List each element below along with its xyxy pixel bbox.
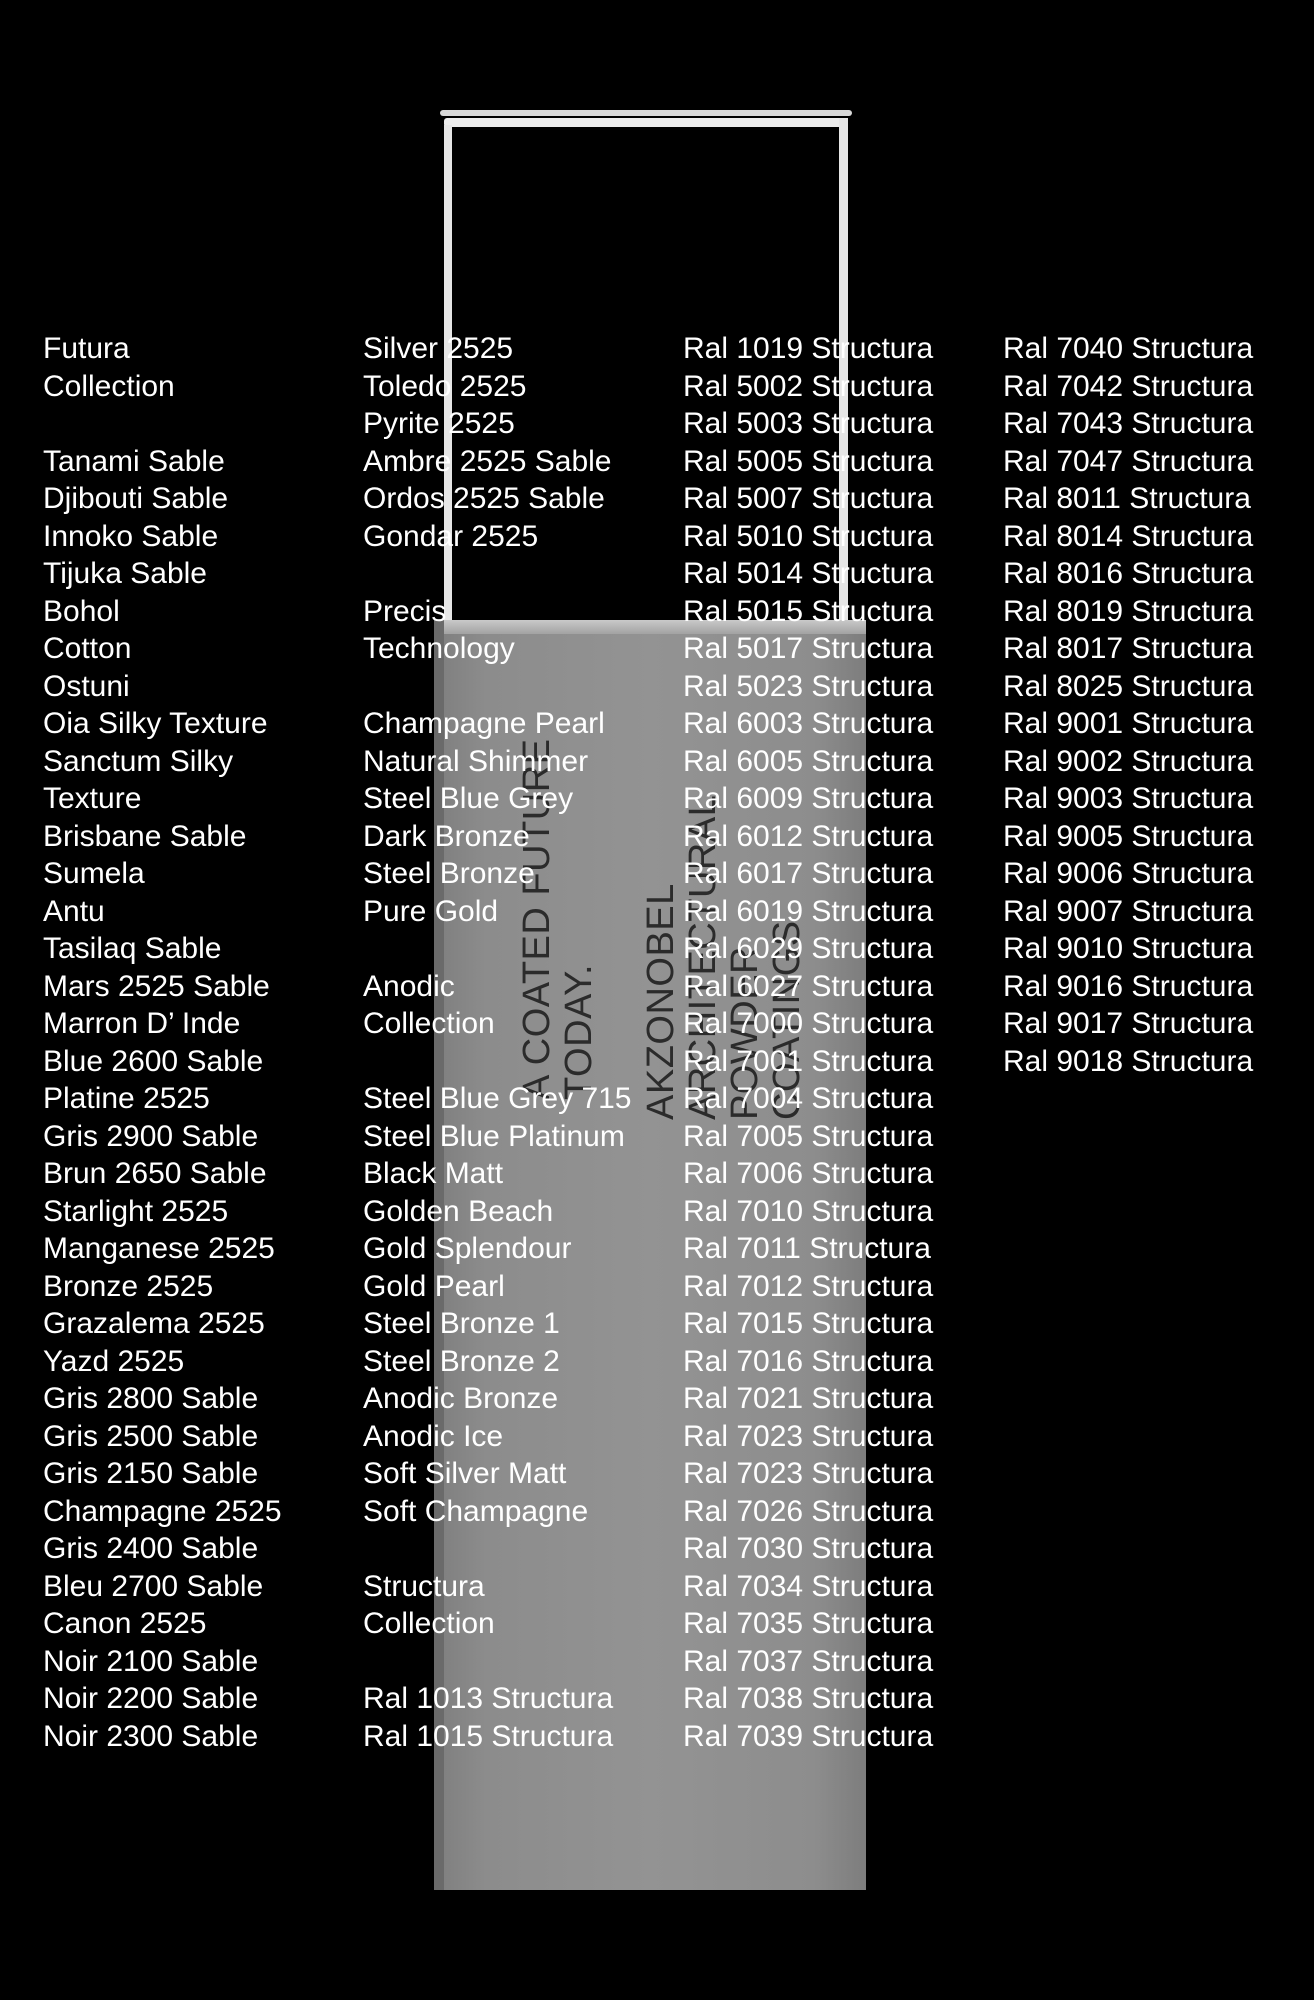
list-item: Oia Silky Texture [43,707,268,740]
list-item: Ambre 2525 Sable [363,444,612,478]
list-item: Ral 9016 Structura [1003,969,1254,1003]
list-item: Collection [363,1607,495,1640]
list-item: Noir 2300 Sable [43,1719,259,1753]
list-item: Technology [363,632,515,665]
list-item: Sumela [43,857,145,890]
list-item: Ral 5014 Structura [683,557,934,590]
list-item: Ral 5007 Structura [683,482,934,515]
list-item: Ral 7034 Structura [683,1569,934,1603]
list-item: Innoko Sable [43,519,219,553]
list-item: Texture [43,782,142,815]
colour-list-column-4 [1003,330,1253,1080]
list-spacer [363,1643,632,1681]
list-item: Champagne Pearl [363,707,605,740]
list-item: Ral 1019 Structura [683,332,934,365]
list-item: Ral 7011 Structura [683,1232,931,1265]
list-item: Ral 8011 Structura [1003,482,1251,515]
list-item: Soft Silver Matt [363,1457,567,1490]
list-item: Golden Beach [363,1194,554,1228]
list-item: Gold Pearl [363,1269,505,1303]
list-spacer [363,1043,632,1081]
list-item: Mars 2525 Sable [43,969,270,1003]
list-item: Djibouti Sable [43,482,229,515]
list-item: Ral 7040 Structura [1003,332,1254,365]
list-item: Ral 7023 Structura [683,1457,934,1490]
list-item: Ral 8014 Structura [1003,519,1254,553]
list-item: Ral 9018 Structura [1003,1044,1254,1078]
list-item: Pyrite 2525 [363,407,515,440]
list-item: Ral 7015 Structura [683,1307,934,1340]
list-item: Ral 7012 Structura [683,1269,934,1303]
handle-wire-top [444,118,848,127]
list-item: Steel Blue Grey 715 [363,1082,632,1115]
list-item: Ral 7037 Structura [683,1644,934,1678]
list-item: Gris 2900 Sable [43,1119,259,1153]
list-item: Ral 8019 Structura [1003,594,1254,628]
list-item: Marron D’ Inde [43,1007,241,1040]
list-spacer [363,668,632,706]
list-item: Ostuni [43,669,130,703]
list-item: Gris 2400 Sable [43,1532,259,1565]
list-item: Structura [363,1569,485,1603]
list-item: Ral 8017 Structura [1003,632,1254,665]
list-item: Ordos 2525 Sable [363,482,605,515]
list-item: Ral 5010 Structura [683,519,934,553]
list-item: Ral 7035 Structura [683,1607,934,1640]
box-print-brand: AKZONOBEL ARCHITECTURAL POWDER COATINGS [640,794,808,1120]
list-item: Brun 2650 Sable [43,1157,267,1190]
list-item: Tijuka Sable [43,557,207,590]
list-item: Soft Champagne [363,1494,589,1528]
list-item: Ral 5015 Structura [683,594,934,628]
list-item: Ral 7042 Structura [1003,369,1254,403]
list-item: Ral 6005 Structura [683,744,934,778]
list-spacer [43,405,282,443]
list-item: Blue 2600 Sable [43,1044,264,1078]
list-item: Ral 7026 Structura [683,1494,934,1528]
list-spacer [363,1530,632,1568]
list-item: Ral 7004 Structura [683,1082,934,1115]
list-item: Noir 2200 Sable [43,1682,259,1715]
list-item: Steel Blue Platinum [363,1119,625,1153]
list-item: Futura [43,332,130,365]
list-item: Black Matt [363,1157,504,1190]
list-item: Pure Gold [363,894,499,928]
list-item: Ral 6017 Structura [683,857,934,890]
list-item: Anodic [363,969,455,1003]
list-item: Ral 9006 Structura [1003,857,1254,890]
list-item: Ral 9005 Structura [1003,819,1254,853]
list-item: Collection [43,369,175,403]
list-item: Anodic Bronze [363,1382,559,1415]
list-spacer [363,555,632,593]
list-item: Toledo 2525 [363,369,527,403]
colour-list-column-3 [683,330,933,1755]
list-item: Ral 5005 Structura [683,444,934,478]
colour-list-column-2 [363,330,632,1755]
list-item: Ral 1015 Structura [363,1719,614,1753]
list-item: Manganese 2525 [43,1232,275,1265]
list-item: Ral 9017 Structura [1003,1007,1254,1040]
list-item: Ral 8025 Structura [1003,669,1254,703]
list-item: Ral 5023 Structura [683,669,934,703]
list-item: Ral 7030 Structura [683,1532,934,1565]
list-item: Brisbane Sable [43,819,247,853]
list-item: Gondar 2525 [363,519,539,553]
list-item: Dark Bronze [363,819,530,853]
list-item: Bronze 2525 [43,1269,214,1303]
list-item: Ral 7010 Structura [683,1194,934,1228]
list-item: Gris 2150 Sable [43,1457,259,1490]
list-item: Collection [363,1007,495,1040]
list-item: Canon 2525 [43,1607,207,1640]
list-item: Tasilaq Sable [43,932,222,965]
list-item: Silver 2525 [363,332,514,365]
list-item: Starlight 2525 [43,1194,229,1228]
box-print-tagline: A COATED FUTURE TODAY. [516,738,600,1100]
list-item: Ral 9002 Structura [1003,744,1254,778]
list-item: Tanami Sable [43,444,225,478]
list-item: Noir 2100 Sable [43,1644,259,1678]
list-item: Grazalema 2525 [43,1307,265,1340]
list-item: Ral 7005 Structura [683,1119,934,1153]
list-item: Ral 7021 Structura [683,1382,934,1415]
list-item: Gris 2500 Sable [43,1419,259,1453]
list-item: Ral 7043 Structura [1003,407,1254,440]
list-item: Ral 7016 Structura [683,1344,934,1378]
list-item: Steel Bronze [363,857,535,890]
list-item: Ral 6029 Structura [683,932,934,965]
list-item: Ral 9001 Structura [1003,707,1254,740]
list-item: Ral 1013 Structura [363,1682,614,1715]
list-item: Steel Blue Grey [363,782,574,815]
list-item: Anodic Ice [363,1419,504,1453]
list-item: Precis [363,594,447,628]
list-item: Ral 6027 Structura [683,969,934,1003]
list-item: Bleu 2700 Sable [43,1569,264,1603]
list-item: Sanctum Silky [43,744,234,778]
handle-wire-top-back [440,110,852,116]
list-item: Ral 7038 Structura [683,1682,934,1715]
list-item: Ral 7000 Structura [683,1007,934,1040]
list-item: Ral 9010 Structura [1003,932,1254,965]
list-item: Platine 2525 [43,1082,210,1115]
list-item: Ral 6012 Structura [683,819,934,853]
list-item: Gold Splendour [363,1232,572,1265]
list-item: Antu [43,894,105,928]
colour-list-column-1 [43,330,282,1755]
list-item: Ral 5017 Structura [683,632,934,665]
list-item: Steel Bronze 2 [363,1344,560,1378]
list-item: Ral 5002 Structura [683,369,934,403]
list-spacer [363,930,632,968]
list-item: Yazd 2525 [43,1344,185,1378]
list-item: Ral 7047 Structura [1003,444,1254,478]
list-item: Ral 9007 Structura [1003,894,1254,928]
list-item: Champagne 2525 [43,1494,282,1528]
list-item: Gris 2800 Sable [43,1382,259,1415]
list-item: Ral 7006 Structura [683,1157,934,1190]
list-item: Cotton [43,632,132,665]
list-item: Steel Bronze 1 [363,1307,560,1340]
list-item: Ral 9003 Structura [1003,782,1254,815]
list-item: Ral 6009 Structura [683,782,934,815]
list-item: Ral 7039 Structura [683,1719,934,1753]
list-item: Ral 7023 Structura [683,1419,934,1453]
list-item: Ral 6003 Structura [683,707,934,740]
list-item: Ral 5003 Structura [683,407,934,440]
list-item: Ral 8016 Structura [1003,557,1254,590]
list-item: Natural Shimmer [363,744,589,778]
list-item: Bohol [43,594,120,628]
list-item: Ral 7001 Structura [683,1044,934,1078]
list-item: Ral 6019 Structura [683,894,934,928]
